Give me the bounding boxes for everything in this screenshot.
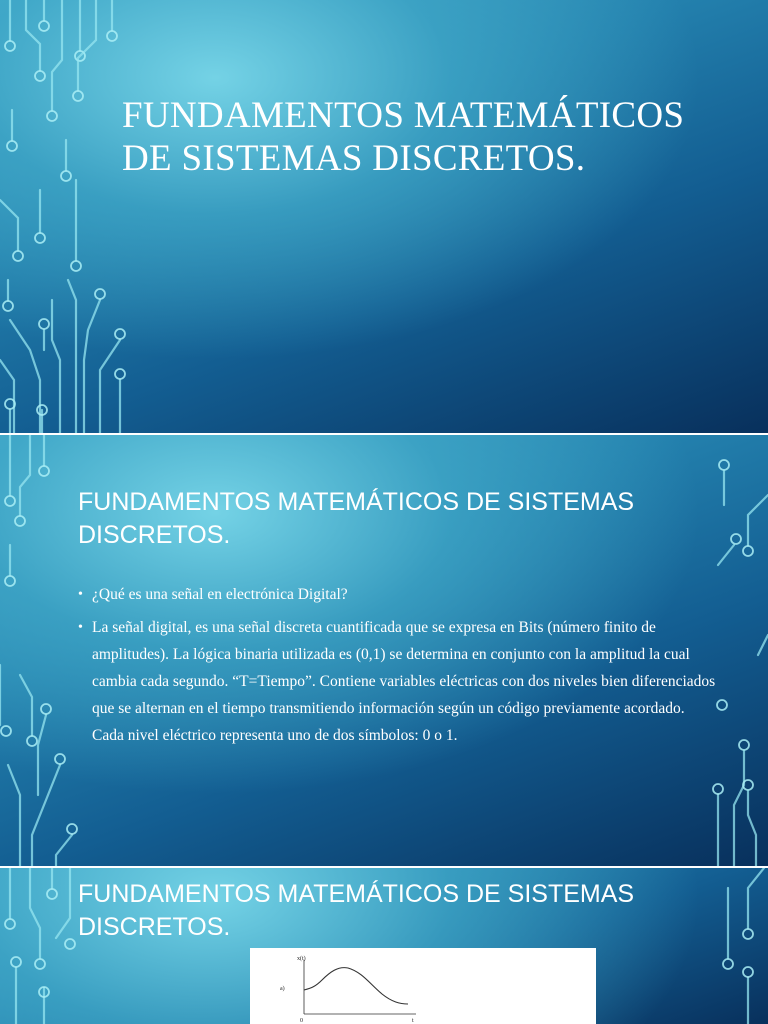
x-axis-label: t bbox=[412, 1018, 414, 1024]
slide-2-content bbox=[0, 435, 768, 866]
origin-label: 0 bbox=[300, 1018, 303, 1024]
bullet-text: La señal digital, es una señal discreta cuantificada que se expresa en Bits (número finito de amplitudes). La lógica binaria utilizada es (0,1) se determina en conjunto con la amplitud la cual cambia cada segundo. “T=Tiempo”. Contiene variables eléctricas con dos niveles bien diferenciados que se alternan en el tiempo transmitiendo información según un código previamente acordado. Cada nivel eléctrico representa uno de dos símbolos: 0 o 1. bbox=[92, 619, 716, 744]
slide-1-title-text: FUNDAMENTOS MATEMÁTICOS DE SISTEMAS DISCRETOS. bbox=[122, 95, 685, 179]
bullet-definition bbox=[78, 614, 718, 749]
signal-figure bbox=[250, 948, 596, 1024]
y-axis-label: x(t) bbox=[297, 956, 306, 962]
slide-3-title: FUNDAMENTOS MATEMÁTICOS DE SISTEMAS DISCRETOS. bbox=[78, 880, 635, 941]
bullet-glyph: • bbox=[78, 620, 83, 635]
circuit-decoration-left bbox=[0, 435, 90, 866]
signal-plot bbox=[250, 948, 596, 1024]
bullet-text: ¿Qué es una señal en electrónica Digital? bbox=[92, 586, 348, 603]
circuit-decoration-left bbox=[0, 0, 140, 433]
slide-2-title: FUNDAMENTOS MATEMÁTICOS DE SISTEMAS DISCRETOS. bbox=[78, 488, 635, 549]
bullet-glyph: • bbox=[78, 587, 83, 602]
bullet-list bbox=[78, 581, 718, 755]
bullet-question bbox=[78, 581, 718, 608]
slide-1-title bbox=[0, 0, 768, 433]
slide-3-figure bbox=[0, 868, 768, 1024]
row-label: a) bbox=[280, 986, 285, 992]
circuit-decoration-left bbox=[0, 868, 90, 1024]
signal-curve bbox=[304, 968, 408, 1004]
